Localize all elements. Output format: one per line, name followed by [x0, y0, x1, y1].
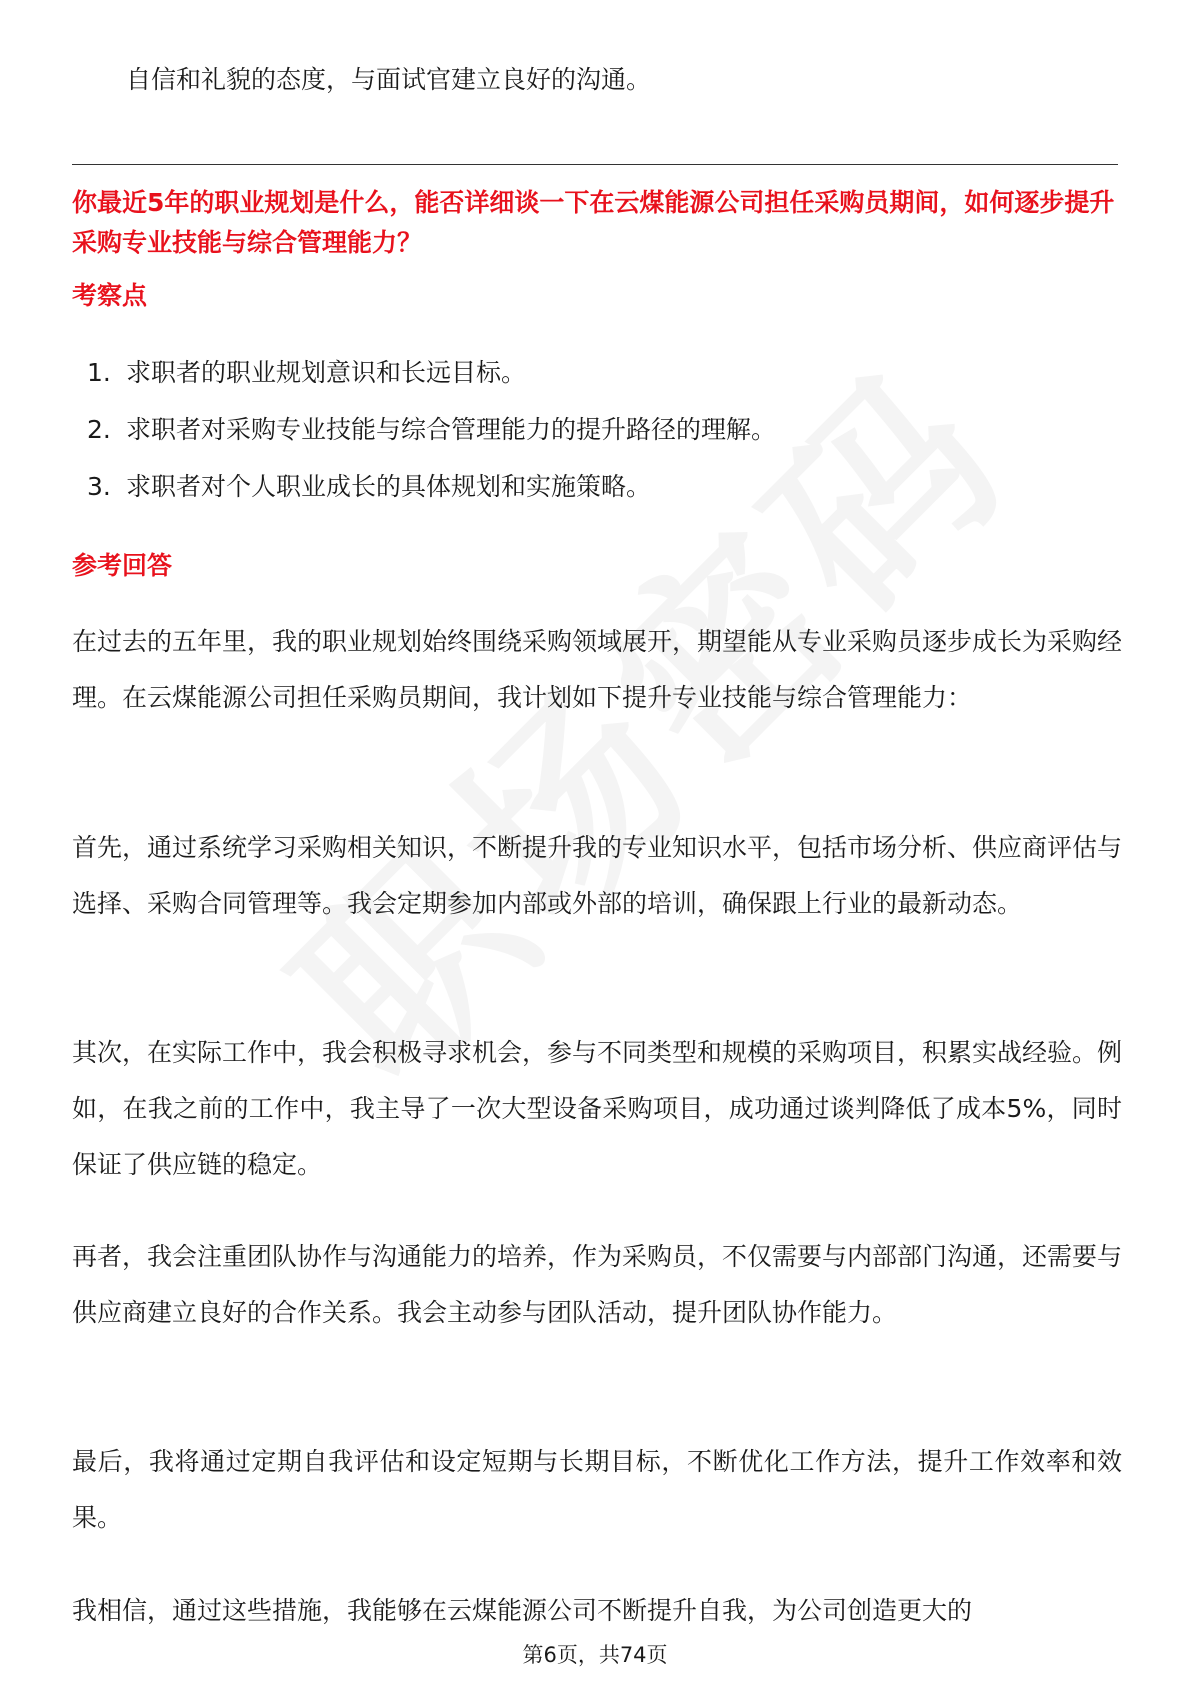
answer-paragraph: 再者，我会注重团队协作与沟通能力的培养，作为采购员，不仅需要与内部部门沟通，还需要与供应商建立良好的合作关系。我会主动参与团队活动，提升团队协作能力。	[72, 1242, 1123, 1327]
list-item-text: 求职者对采购专业技能与综合管理能力的提升路径的理解。	[126, 415, 777, 444]
list-item	[72, 353, 1122, 410]
section-divider	[72, 164, 1118, 165]
answer-paragraph: 我相信，通过这些措施，我能够在云煤能源公司不断提升自我，为公司创造更大的	[72, 1596, 973, 1625]
answer-heading: 参考回答	[72, 551, 173, 580]
list-item-text: 求职者的职业规划意识和长远目标。	[126, 358, 527, 387]
list-item-number: 3.	[87, 472, 111, 501]
page-number-footer: 第6页，共74页	[522, 1643, 668, 1667]
list-item	[72, 410, 1122, 467]
list-item-number: 1.	[87, 358, 111, 387]
list-item-text: 求职者对个人职业成长的具体规划和实施策略。	[126, 472, 652, 501]
answer-paragraph: 其次，在实际工作中，我会积极寻求机会，参与不同类型和规模的采购项目，积累实战经验。例如，在我之前的工作中，我主导了一次大型设备采购项目，成功通过谈判降低了成本5%，同时保证了供应链的稳定。	[72, 1038, 1123, 1179]
answer-paragraph: 在过去的五年里，我的职业规划始终围绕采购领域展开，期望能从专业采购员逐步成长为采购经理。在云煤能源公司担任采购员期间，我计划如下提升专业技能与综合管理能力：	[72, 627, 1123, 712]
points-list	[72, 353, 1122, 524]
interview-question: 你最近5年的职业规划是什么，能否详细谈一下在云煤能源公司担任采购员期间，如何逐步提升采购专业技能与综合管理能力？	[72, 188, 1115, 257]
points-heading: 考察点	[72, 281, 148, 310]
previous-page-continuation: 自信和礼貌的态度，与面试官建立良好的沟通。	[126, 65, 652, 94]
list-item-number: 2.	[87, 415, 111, 444]
answer-paragraph: 首先，通过系统学习采购相关知识，不断提升我的专业知识水平，包括市场分析、供应商评估与选择、采购合同管理等。我会定期参加内部或外部的培训，确保跟上行业的最新动态。	[72, 833, 1123, 918]
list-item	[72, 467, 1122, 524]
answer-paragraph: 最后，我将通过定期自我评估和设定短期与长期目标，不断优化工作方法，提升工作效率和效果。	[72, 1447, 1122, 1532]
